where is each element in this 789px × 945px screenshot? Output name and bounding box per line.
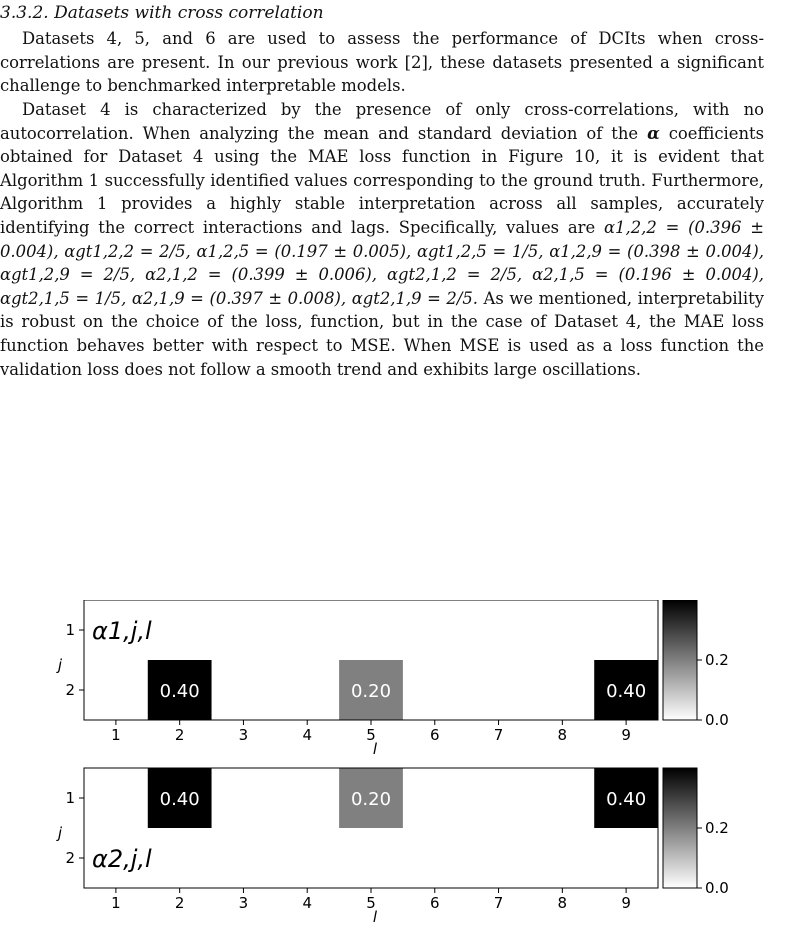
- x-axis-label: l: [372, 908, 378, 926]
- x-tick-label: 3: [238, 894, 249, 912]
- x-tick-label: 8: [557, 894, 568, 912]
- colorbar-tick-label: 0.0: [705, 879, 729, 897]
- cell-value-label: 0.20: [350, 681, 392, 702]
- x-tick-label: 6: [430, 726, 440, 744]
- cell-value-label: 0.40: [159, 681, 200, 702]
- colorbar-tick-label: 0.0: [705, 711, 729, 729]
- cell-value-label: 0.40: [606, 681, 647, 702]
- y-tick-label: 2: [65, 849, 75, 867]
- cell-value-label: 0.40: [159, 789, 200, 810]
- cell-value-label: 0.40: [606, 789, 647, 810]
- colorbar-tick-label: 0.2: [705, 819, 729, 837]
- x-tick-label: 9: [621, 894, 631, 912]
- section-heading: 3.3.2. Datasets with cross correlation: [0, 3, 324, 23]
- panel-alpha-label: α1,j,l: [92, 617, 152, 645]
- value-3: α1,2,5 = (0.197 ± 0.005),: [196, 241, 412, 261]
- alpha-symbol: α: [647, 123, 660, 143]
- paragraph-dataset4: [0, 98, 764, 381]
- x-tick-label: 2: [174, 894, 185, 912]
- y-tick-label: 1: [65, 789, 75, 807]
- x-tick-label: 8: [557, 726, 568, 744]
- x-axis-label: l: [372, 740, 378, 758]
- x-tick-label: 2: [174, 726, 185, 744]
- value-4: αgt1,2,5 = 1/5,: [416, 241, 544, 261]
- x-tick-label: 1: [111, 726, 121, 744]
- x-tick-label: 5: [366, 726, 376, 744]
- x-tick-label: 3: [238, 726, 249, 744]
- x-tick-label: 9: [621, 726, 631, 744]
- colorbar-tick-label: 0.2: [705, 651, 729, 669]
- value-2: αgt1,2,2 = 2/5,: [64, 241, 191, 261]
- value-11: α2,1,9 = (0.397 ± 0.008),: [131, 288, 347, 308]
- value-8: αgt2,1,2 = 2/5,: [386, 265, 523, 285]
- value-10: αgt2,1,5 = 1/5,: [0, 288, 127, 308]
- value-7: α2,1,2 = (0.399 ± 0.006),: [145, 265, 378, 285]
- p2-middle: coefficients obtained for Dataset 4 using the MAE loss function in Figure 10, it is evident that Algorithm 1 successfully identified values corresponding to the ground truth. Furthermore, Algorithm 1 provides a highly stable interpretation across all samples, accurately identifying the correct interactions and lags. Specifically, values are: [0, 123, 765, 237]
- paragraph-intro-text: Datasets 4, 5, and 6 are used to assess the performance of DCIts when cross-correlations are present. In our previous work [2], these datasets presented a significant challenge to benchmarked interpretable models.: [0, 29, 764, 96]
- value-12: αgt2,1,9 = 2/5.: [351, 288, 478, 308]
- x-tick-label: 4: [302, 726, 312, 744]
- colorbar: [663, 600, 697, 720]
- panel-alpha-label: α2,j,l: [92, 845, 152, 873]
- value-5: α1,2,9 = (0.398 ± 0.004),: [549, 241, 764, 261]
- y-tick-label: 1: [65, 621, 75, 639]
- y-axis-label: j: [57, 824, 63, 842]
- x-tick-label: 7: [493, 726, 504, 744]
- figure-heatmaps: [0, 600, 789, 930]
- colorbar: [663, 768, 697, 888]
- p2-tail: As we mentioned, interpretability is robust on the choice of the loss, function, but in the case of Dataset 4, the MAE loss function behaves better with respect to MSE. When MSE is used as a loss function the validation loss does not follow a smooth trend and exhibits large oscillations.: [0, 288, 764, 379]
- x-tick-label: 1: [111, 894, 121, 912]
- x-tick-label: 7: [493, 894, 504, 912]
- p2-lead: Dataset 4 is characterized by the presence of only cross-correlations, with no autocorrelation. When analyzing the mean and standard deviation of the: [0, 100, 764, 143]
- y-tick-label: 2: [65, 681, 75, 699]
- x-tick-label: 5: [366, 894, 376, 912]
- x-tick-label: 6: [430, 894, 440, 912]
- cell-value-label: 0.20: [350, 789, 392, 810]
- x-tick-label: 4: [302, 894, 312, 912]
- paragraph-intro: [0, 27, 764, 98]
- value-6: αgt1,2,9 = 2/5,: [0, 265, 136, 285]
- value-1: α1,2,2 = (0.396 ± 0.004),: [0, 217, 764, 261]
- value-9: α2,1,5 = (0.196 ± 0.004),: [532, 265, 764, 285]
- y-axis-label: j: [57, 656, 63, 674]
